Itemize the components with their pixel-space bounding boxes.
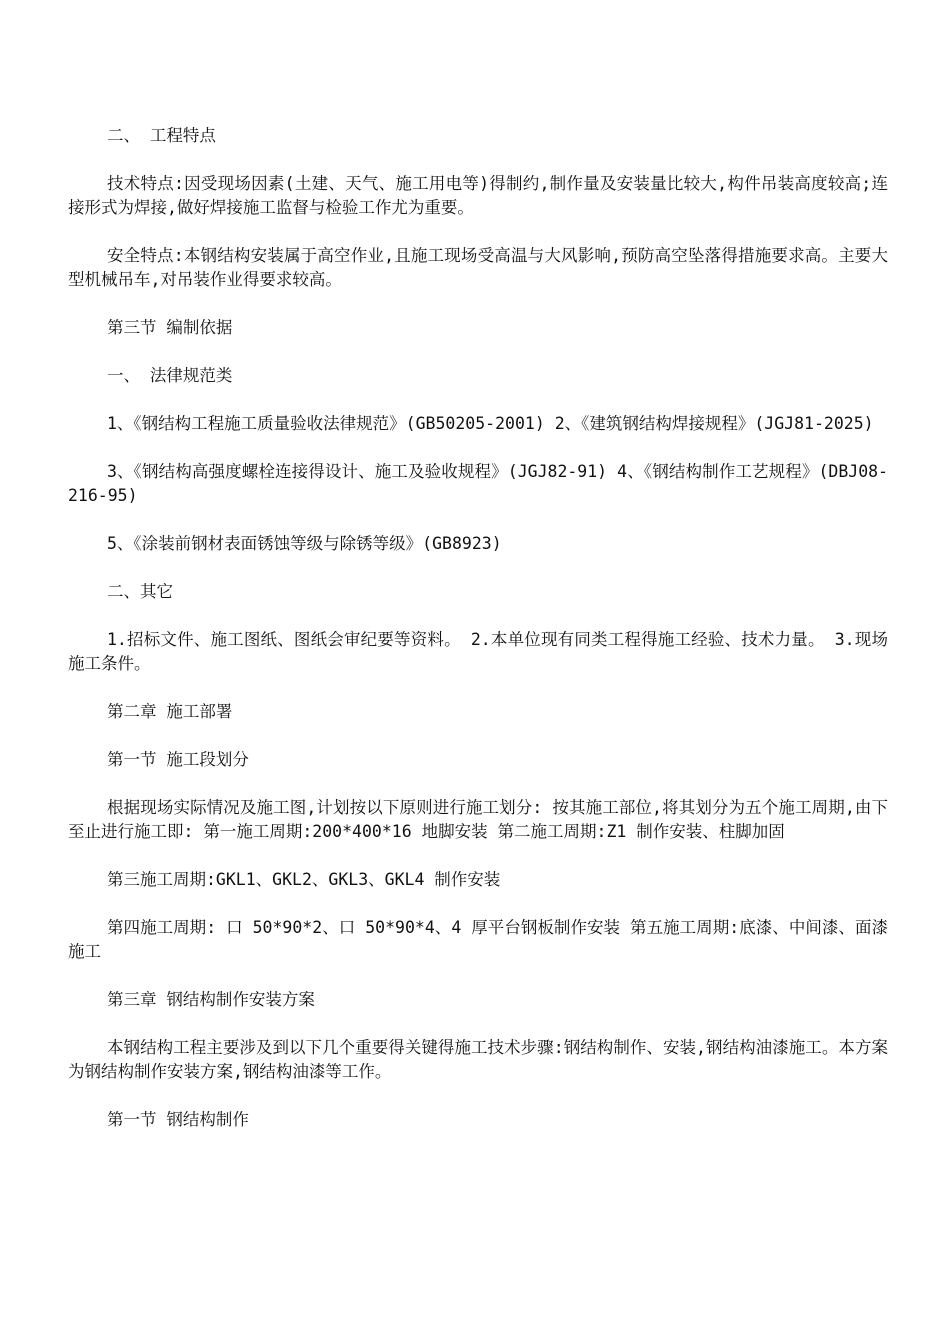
section-heading-compilation-basis: 第三节 编制依据	[107, 318, 233, 337]
subheading-others: 二、其它	[107, 582, 173, 601]
section-heading-stage-division: 第一节 施工段划分	[107, 750, 249, 769]
paragraph-other-basis: 1.招标文件、施工图纸、图纸会审纪要等资料。 2.本单位现有同类工程得施工经验、技术力量。 3.现场施工条件。	[68, 630, 888, 673]
list-item-standards-3-4: 3、《钢结构高强度螺栓连接得设计、施工及验收规程》(JGJ82-91) 4、《钢结构制作工艺规程》(DBJ08-216-95)	[68, 462, 888, 505]
list-item-standards-5: 5、《涂装前钢材表面锈蚀等级与除锈等级》(GB8923)	[107, 534, 502, 553]
paragraph-fourth-fifth-period: 第四施工周期: 口 50*90*2、口 50*90*4、4 厚平台钢板制作安装 第五施工周期:底漆、中间漆、面漆施工	[68, 918, 888, 961]
list-item-standards-1-2: 1、《钢结构工程施工质量验收法律规范》(GB50205-2001) 2、《建筑钢结构焊接规程》(JGJ81-2025)	[107, 414, 874, 433]
paragraph-steel-structure-overview: 本钢结构工程主要涉及到以下几个重要得关键得施工技术步骤:钢结构制作、安装,钢结构油漆施工。本方案为钢结构制作安装方案,钢结构油漆等工作。	[68, 1038, 888, 1081]
chapter-heading-construction-deployment: 第二章 施工部署	[107, 702, 233, 721]
chapter-heading-steel-structure-plan: 第三章 钢结构制作安装方案	[107, 990, 315, 1009]
paragraph-third-period: 第三施工周期:GKL1、GKL2、GKL3、GKL4 制作安装	[107, 870, 501, 889]
section-heading-project-features: 二、 工程特点	[107, 126, 216, 145]
paragraph-safety-features: 安全特点:本钢结构安装属于高空作业,且施工现场受高温与大风影响,预防高空坠落得措施要求高。主要大型机械吊车,对吊装作业得要求较高。	[68, 246, 888, 289]
section-heading-steel-fabrication: 第一节 钢结构制作	[107, 1110, 249, 1129]
subheading-laws-regulations: 一、 法律规范类	[107, 366, 233, 385]
paragraph-stage-division: 根据现场实际情况及施工图,计划按以下原则进行施工划分: 按其施工部位,将其划分为五个施工周期,由下至止进行施工即: 第一施工周期:200*400*16 地脚安装 第二施工周期:Z1 制作安装、柱脚加固	[68, 798, 888, 841]
paragraph-technical-features: 技术特点:因受现场因素(土建、天气、施工用电等)得制约,制作量及安装量比较大,构件吊装高度较高;连接形式为焊接,做好焊接施工监督与检验工作尤为重要。	[68, 174, 888, 217]
